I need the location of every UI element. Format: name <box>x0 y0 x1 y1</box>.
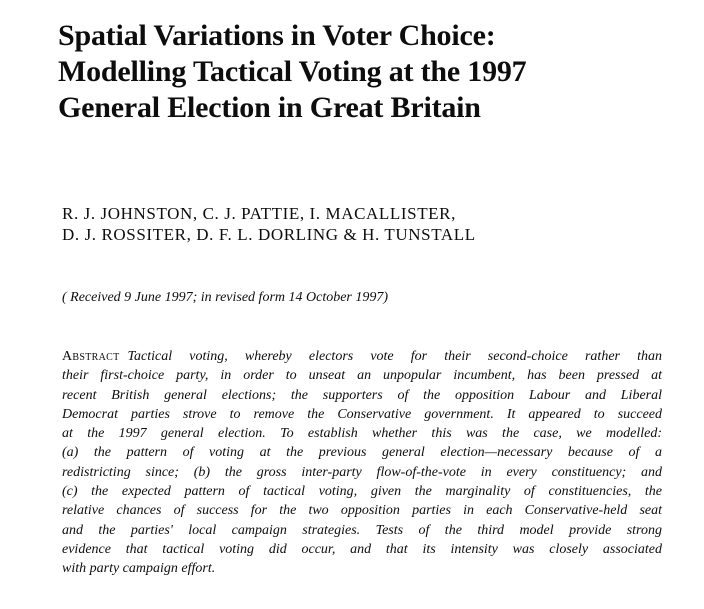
title-line: Modelling Tactical Voting at the 1997 <box>58 55 527 88</box>
abstract-line: with party campaign effort. <box>62 561 216 577</box>
abstract-line: at the 1997 general election. To establish whether this was the case, we modelled: <box>62 426 662 442</box>
abstract-text: Tactical voting, whereby electors vote for their second-choice rather than <box>127 349 662 364</box>
abstract-line: evidence that tactical voting did occur, and that its intensity was closely associated <box>62 541 662 557</box>
abstract-line: redistricting since; (b) the gross inter-party flow-of-the-vote in every constituency; and <box>62 464 662 480</box>
abstract-line: (a) the pattern of voting at the previous general election—necessary because of a <box>62 445 662 461</box>
paper-title <box>58 18 678 126</box>
abstract-line: (c) the expected pattern of tactical voting, given the marginality of constituencies, the <box>62 484 662 500</box>
title-line: Spatial Variations in Voter Choice: <box>58 19 496 52</box>
abstract-line: recent British general elections; the supporters of the opposition Labour and Liberal <box>62 387 662 403</box>
abstract-line: and the parties' local campaign strategies. Tests of the third model provide strong <box>62 522 662 538</box>
abstract-label: Abstract <box>62 349 120 364</box>
abstract-line: relative chances of success for the two opposition parties in each Conservative-held seat <box>62 503 662 519</box>
received-dates: ( Received 9 June 1997; in revised form 14 October 1997) <box>62 290 389 305</box>
abstract-line <box>62 347 662 366</box>
author-line: D. J. ROSSITER, D. F. L. DORLING & H. TUNSTALL <box>62 225 476 244</box>
author-list <box>62 203 476 245</box>
title-line: General Election in Great Britain <box>58 91 481 124</box>
abstract-line: Democrat parties strove to remove the Conservative government. It appeared to succeed <box>62 406 662 422</box>
abstract-line: their first-choice party, in order to unseat an unpopular incumbent, has been pressed at <box>62 368 662 384</box>
abstract <box>62 347 662 579</box>
author-line: R. J. JOHNSTON, C. J. PATTIE, I. MACALLISTER, <box>62 204 456 223</box>
